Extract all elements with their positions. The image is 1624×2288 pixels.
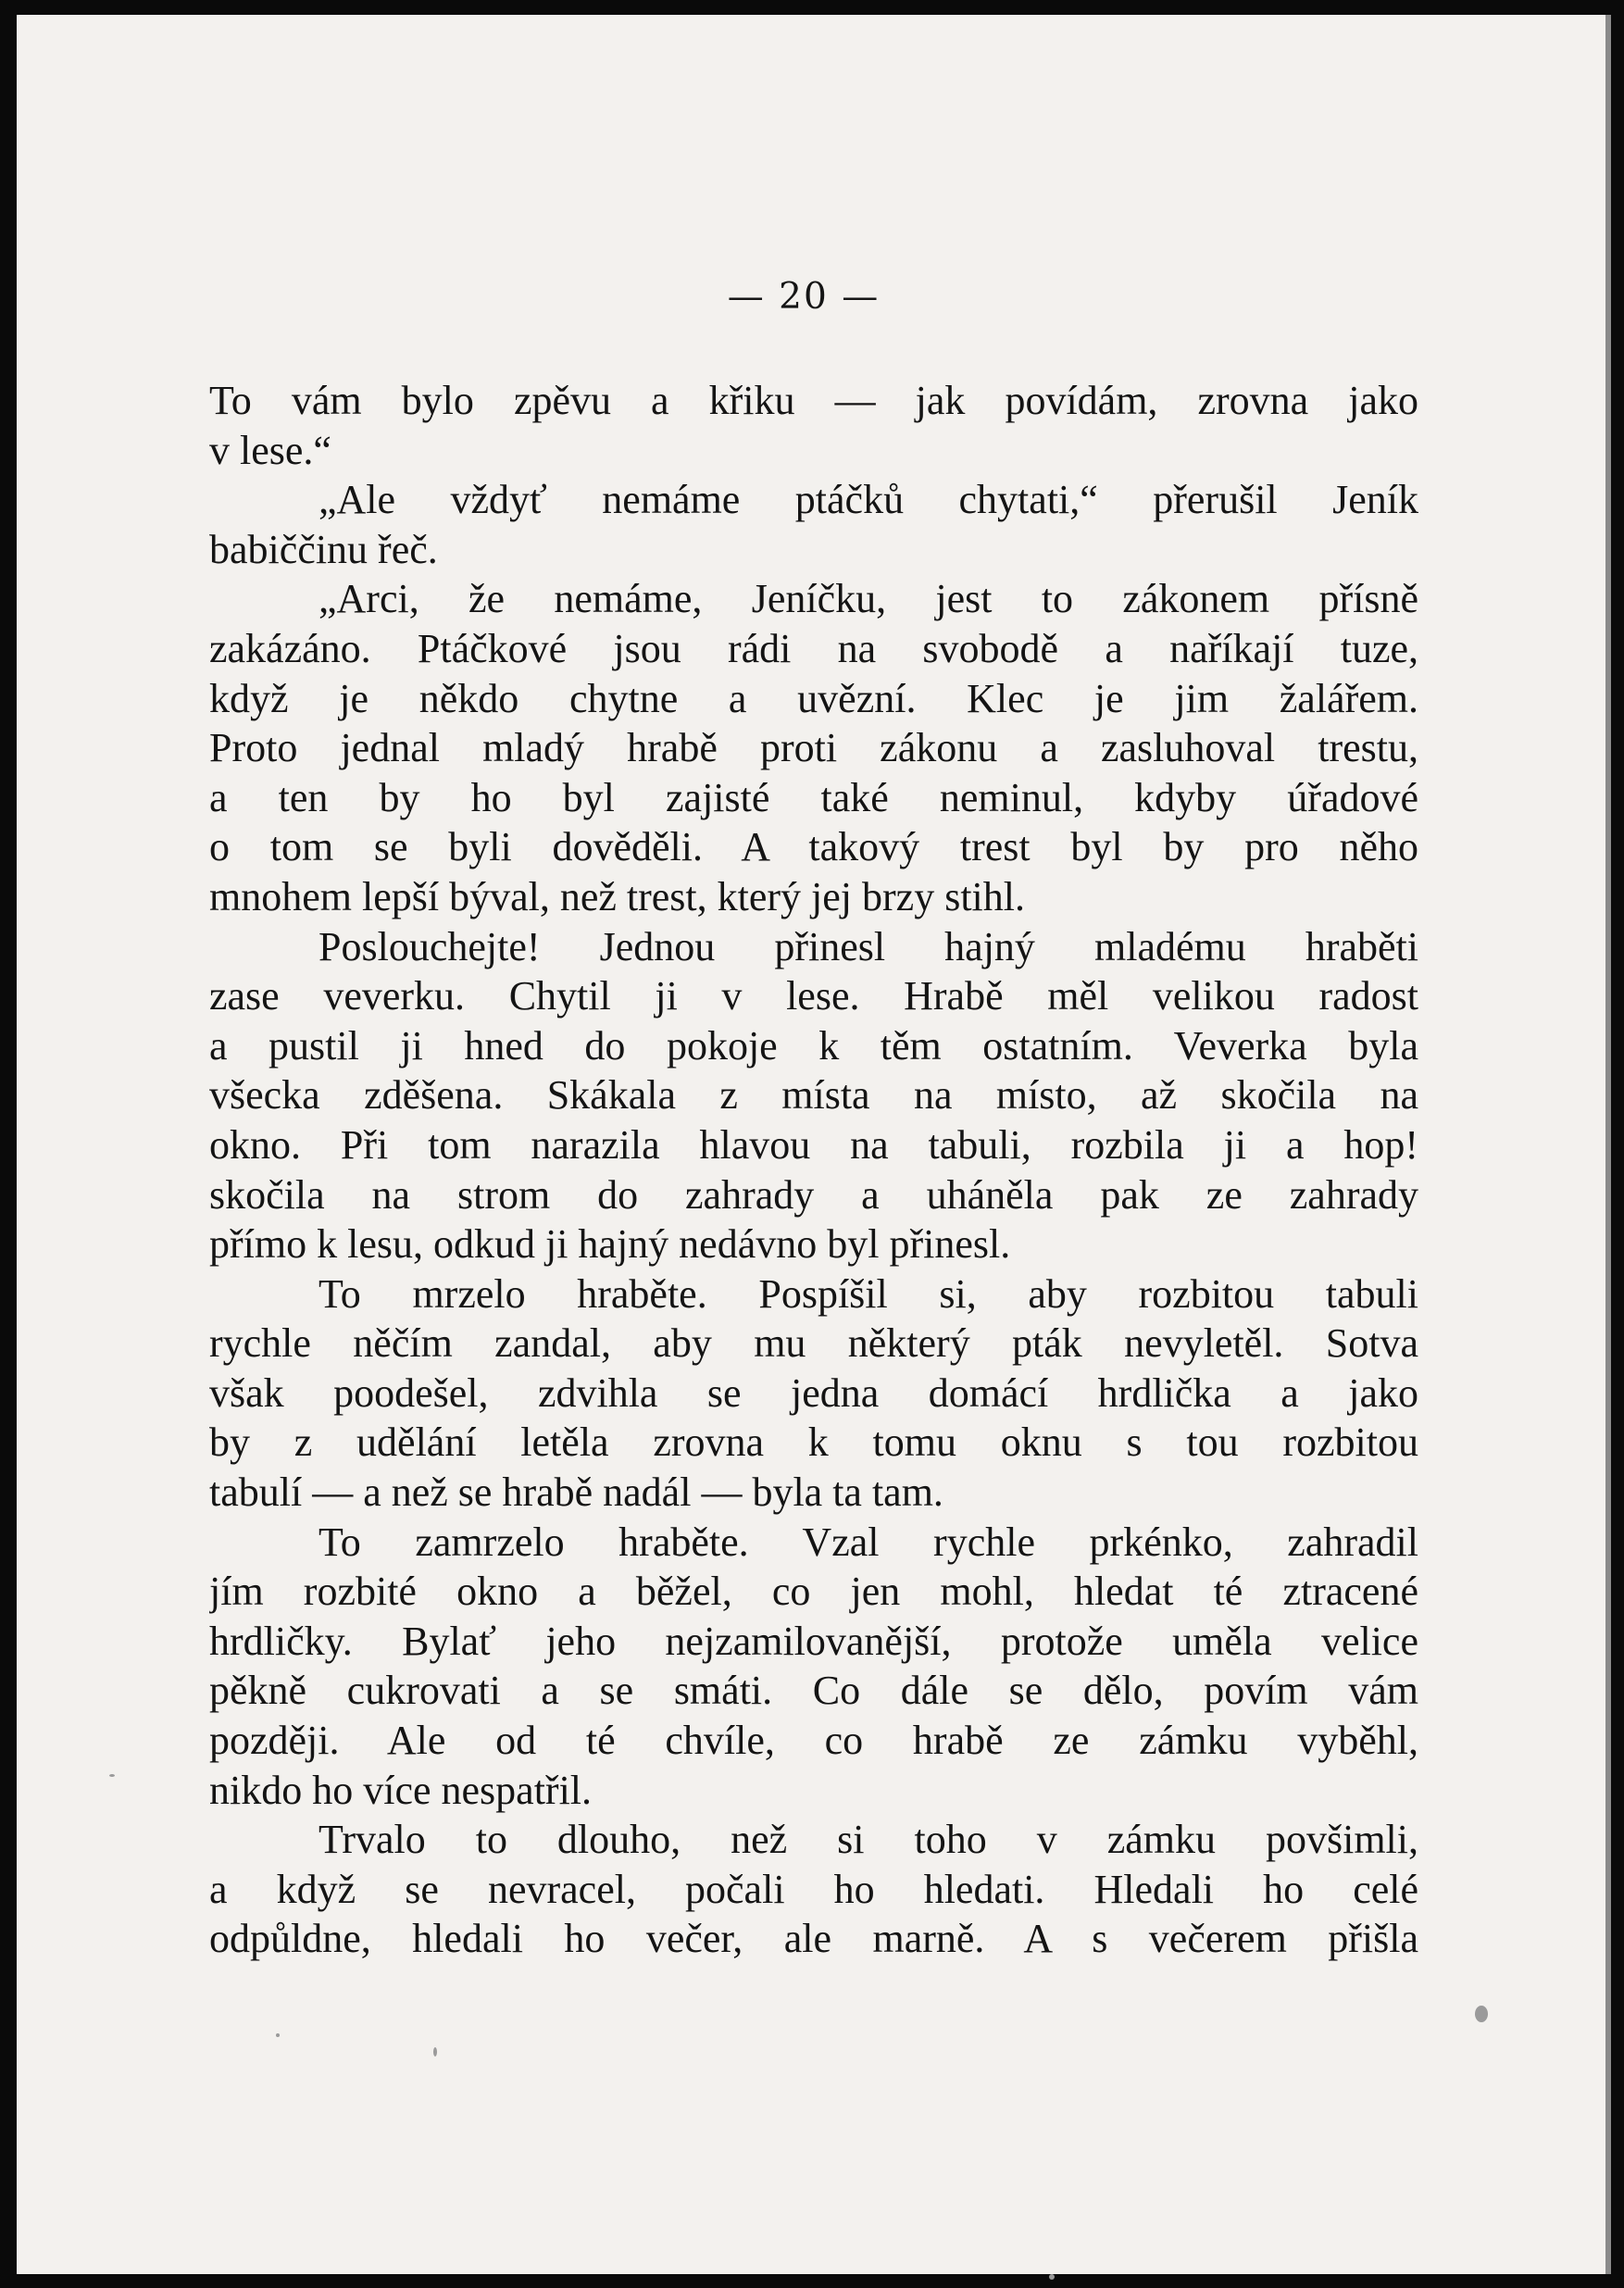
print-speck: [1475, 2006, 1488, 2022]
text-line: všecka zděšena. Skákala z místa na místo, až skočila na: [209, 1072, 1418, 1119]
text-line: jím rozbité okno a běžel, co jen mohl, hledat té ztracené: [209, 1569, 1418, 1615]
text-line: když je někdo chytne a uvězní. Klec je jim žalářem.: [209, 675, 1418, 721]
text-line: Poslouchejte! Jednou přinesl hajný mladému hraběti: [319, 923, 1418, 969]
text-line: o tom se byli dověděli. A takový trest byl by pro něho: [209, 824, 1418, 870]
text-line: a ten by ho byl zajisté také neminul, kdyby úřadové: [209, 774, 1418, 820]
print-speck: [1049, 2274, 1055, 2280]
body-text: [209, 376, 1418, 1964]
text-line: odpůldne, hledali ho večer, ale marně. A s večerem přišla: [209, 1916, 1418, 1962]
text-line: by z udělání letěla zrovna k tomu oknu s tou rozbitou: [209, 1419, 1418, 1466]
text-line: „Arci, že nemáme, Jeníčku, jest to zákonem přísně: [319, 576, 1418, 622]
text-line: však poodešel, zdvihla se jedna domácí hrdlička a jako: [209, 1369, 1418, 1416]
text-line: zase veverku. Chytil ji v lese. Hrabě měl velikou radost: [209, 973, 1418, 1019]
text-line: nikdo ho více nespatřil.: [209, 1767, 593, 1813]
text-line: „Ale vždyť nemáme ptáčků chytati,“ přerušil Jeník: [319, 477, 1418, 523]
text-line: To zamrzelo hraběte. Vzal rychle prkénko, zahradil: [319, 1519, 1418, 1565]
text-line: hrdličky. Bylať jeho nejzamilovanější, protože uměla velice: [209, 1618, 1418, 1664]
text-line: To vám bylo zpěvu a křiku — jak povídám, zrovna jako: [209, 378, 1418, 423]
print-speck: [109, 1774, 115, 1777]
book-page: [17, 15, 1611, 2274]
text-line: a když se nevracel, počali ho hledati. Hledali ho celé: [209, 1866, 1418, 1912]
print-speck: [433, 2047, 437, 2057]
text-line: později. Ale od té chvíle, co hrabě ze zámku vyběhl,: [209, 1718, 1418, 1764]
print-speck: [276, 2033, 280, 2037]
text-line: skočila na strom do zahrady a uháněla pak ze zahrady: [209, 1171, 1418, 1218]
text-line: pěkně cukrovati a se smáti. Co dále se dělo, povím vám: [209, 1668, 1418, 1714]
text-line: mnohem lepší býval, než trest, který jej brzy stihl.: [209, 873, 1026, 919]
text-line: v lese.“: [209, 427, 331, 473]
text-line: přímo k lesu, odkud ji hajný nedávno byl přinesl.: [209, 1221, 1011, 1268]
text-line: tabulí — a než se hrabě nadál — byla ta tam.: [209, 1469, 943, 1516]
text-line: rychle něčím zandal, aby mu některý pták nevyletěl. Sotva: [209, 1320, 1418, 1367]
text-line: okno. Při tom narazila hlavou na tabuli, rozbila ji a hop!: [209, 1121, 1418, 1168]
text-line: a pustil ji hned do pokoje k těm ostatním. Veverka byla: [209, 1022, 1418, 1069]
text-line: babiččinu řeč.: [209, 526, 438, 572]
page-number: — 20 —: [727, 276, 881, 318]
text-line: Trvalo to dlouho, než si toho v zámku povšimli,: [319, 1817, 1418, 1863]
text-line: To mrzelo hraběte. Pospíšil si, aby rozbitou tabuli: [319, 1270, 1418, 1317]
text-line: Proto jednal mladý hrabě proti zákonu a zasluhoval trestu,: [209, 725, 1418, 771]
text-line: zakázáno. Ptáčkové jsou rádi na svobodě a naříkají tuze,: [209, 625, 1418, 671]
